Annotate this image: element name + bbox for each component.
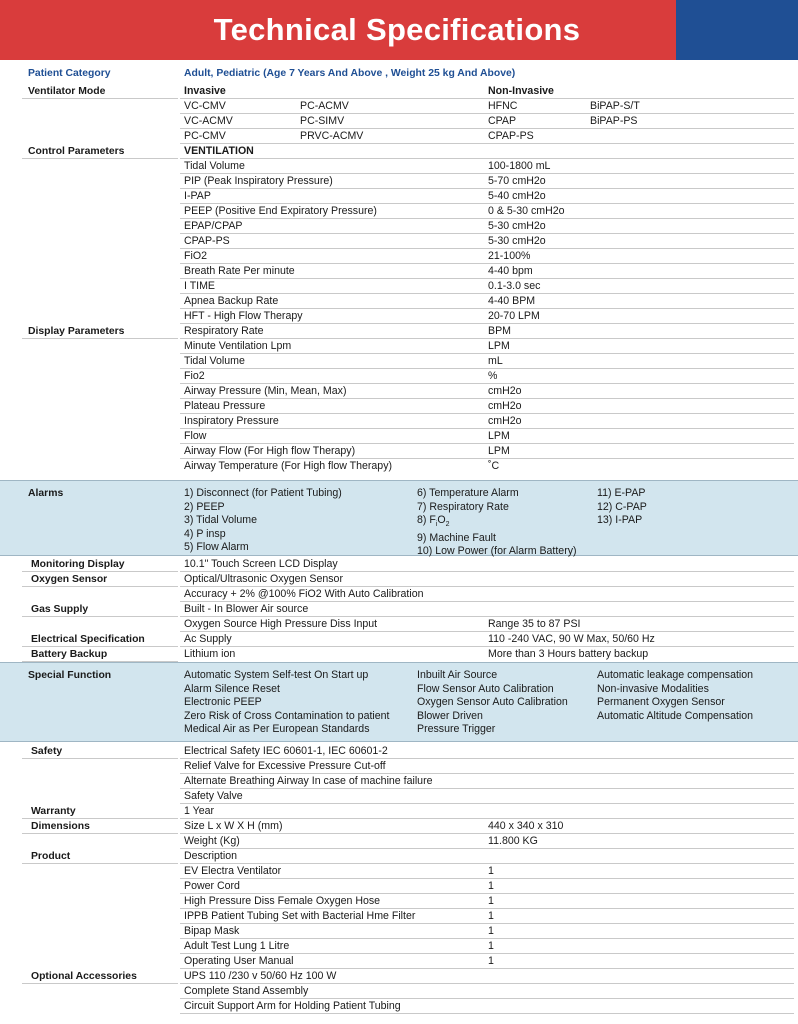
product-row: [0, 849, 798, 864]
param-value: 20-70 LPM: [488, 310, 540, 322]
param-name: Plateau Pressure: [184, 400, 266, 412]
table-row: [0, 414, 798, 429]
spec-table: [0, 66, 798, 1014]
param-name: Airway Pressure (Min, Mean, Max): [184, 385, 347, 397]
dimension-value: 11.800 KG: [488, 835, 538, 847]
mode-cell: CPAP-PS: [488, 130, 534, 142]
table-row: [0, 774, 798, 789]
warranty-row: [0, 804, 798, 819]
alarm-item: 1) Disconnect (for Patient Tubing): [184, 487, 342, 499]
param-name: Fio2: [184, 370, 205, 382]
gas-supply-value: Built - In Blower Air source: [184, 603, 309, 615]
special-function-column-2: [417, 669, 568, 737]
alarms-panel: [0, 480, 798, 556]
alarm-item: 11) E-PAP: [597, 487, 646, 499]
table-row: [0, 249, 798, 264]
param-value: BPM: [488, 325, 511, 337]
param-value: 4-40 BPM: [488, 295, 536, 307]
param-name: Tidal Volume: [184, 355, 245, 367]
ventilator-mode-row: [0, 84, 798, 99]
table-row: [0, 234, 798, 249]
mode-cell: BiPAP-S/T: [590, 100, 640, 112]
alarms-column-1: [184, 487, 342, 555]
param-name: CPAP-PS: [184, 235, 230, 247]
table-row: [0, 369, 798, 384]
table-row: [0, 429, 798, 444]
feature-item: Medical Air as Per European Standards: [184, 723, 370, 736]
warranty-value: 1 Year: [184, 805, 215, 817]
special-function-label: Special Function: [28, 670, 112, 681]
accessory-item: UPS 110 /230 v 50/60 Hz 100 W: [184, 970, 337, 982]
table-row: [0, 999, 798, 1014]
safety-item: Safety Valve: [184, 790, 243, 802]
oxygen-sensor-value: Optical/Ultrasonic Oxygen Sensor: [184, 573, 343, 585]
page-title: Technical Specifications: [213, 12, 581, 47]
table-row: [0, 294, 798, 309]
table-row: [0, 759, 798, 774]
mode-cell: PC-ACMV: [300, 100, 349, 112]
monitoring-display-value: 10.1" Touch Screen LCD Display: [184, 558, 338, 570]
table-row: [0, 924, 798, 939]
feature-item: Flow Sensor Auto Calibration: [417, 682, 554, 695]
patient-category-value: Adult, Pediatric (Age 7 Years And Above , Weight 25 kg And Above): [184, 68, 516, 79]
product-item: Description: [184, 850, 237, 862]
feature-item: Automatic System Self-test On Start up: [184, 669, 369, 681]
feature-item: Automatic Altitude Compensation: [597, 709, 754, 722]
header-blue-block: [676, 0, 798, 60]
param-name: FiO2: [184, 250, 207, 262]
ventilator-mode-label: Ventilator Mode: [28, 86, 106, 97]
product-item: EV Electra Ventilator: [184, 865, 282, 877]
param-value: 5-70 cmH2o: [488, 175, 546, 187]
product-item: Power Cord: [184, 880, 240, 892]
mode-cell: HFNC: [488, 100, 518, 112]
control-parameters-label: Control Parameters: [28, 146, 125, 157]
product-qty: 1: [488, 955, 494, 967]
param-name: I-PAP: [184, 190, 211, 202]
dimensions-row: [0, 819, 798, 834]
feature-item: Oxygen Sensor Auto Calibration: [417, 696, 568, 709]
param-name: Tidal Volume: [184, 160, 245, 172]
alarm-item: 10) Low Power (for Alarm Battery): [417, 545, 577, 558]
battery-backup-row: [0, 647, 798, 662]
alarm-item: 4) P insp: [184, 527, 226, 540]
param-value: LPM: [488, 430, 510, 442]
table-row: [0, 459, 798, 474]
alarm-subscript: i: [435, 521, 438, 529]
feature-item: Non-invasive Modalities: [597, 682, 709, 695]
mode-cell: PRVC-ACMV: [300, 130, 364, 142]
control-parameters-row: [0, 144, 798, 159]
safety-item: Relief Valve for Excessive Pressure Cut-off: [184, 760, 386, 772]
invasive-heading: Invasive: [184, 85, 226, 97]
battery-backup-value: Lithium ion: [184, 648, 236, 660]
feature-item: Permanent Oxygen Sensor: [597, 696, 725, 709]
optional-accessories-label: Optional Accessories: [31, 971, 137, 982]
param-value: 100-1800 mL: [488, 160, 551, 172]
alarms-column-3: [597, 487, 647, 528]
table-row: [0, 789, 798, 804]
product-qty: 1: [488, 865, 494, 877]
param-name: Respiratory Rate: [184, 325, 264, 337]
param-value: cmH2o: [488, 400, 522, 412]
product-item: Operating User Manual: [184, 955, 294, 967]
non-invasive-heading: Non-Invasive: [488, 85, 554, 97]
table-row: [0, 354, 798, 369]
table-row: [0, 189, 798, 204]
param-name: HFT - High Flow Therapy: [184, 310, 303, 322]
gas-supply-detail: Range 35 to 87 PSI: [488, 618, 581, 630]
monitoring-display-label: Monitoring Display: [31, 559, 125, 570]
alarm-item: 2) PEEP: [184, 500, 225, 513]
electrical-specification-value: Ac Supply: [184, 633, 232, 645]
param-name: Airway Flow (For High flow Therapy): [184, 445, 356, 457]
param-value: 21-100%: [488, 250, 531, 262]
gas-supply-value: Oxygen Source High Pressure Diss Input: [184, 618, 378, 630]
table-row: [0, 909, 798, 924]
alarm-item-text: O: [437, 514, 446, 527]
mode-cell: VC-CMV: [184, 100, 226, 112]
param-value: cmH2o: [488, 415, 522, 427]
electrical-specification-detail: 110 -240 VAC, 90 W Max, 50/60 Hz: [488, 633, 655, 645]
table-row: [0, 879, 798, 894]
product-qty: 1: [488, 925, 494, 937]
table-row: [0, 129, 798, 144]
param-name: PIP (Peak Inspiratory Pressure): [184, 175, 333, 187]
special-function-column-1: [184, 669, 390, 737]
table-row: [0, 834, 798, 849]
param-name: EPAP/CPAP: [184, 220, 243, 232]
safety-item: Alternate Breathing Airway In case of machine failure: [184, 775, 433, 787]
display-parameters-label: Display Parameters: [28, 326, 125, 337]
table-row: [0, 114, 798, 129]
alarm-item: 9) Machine Fault: [417, 531, 496, 544]
param-name: Flow: [184, 430, 207, 442]
header-banner: [0, 0, 798, 60]
table-row: [0, 984, 798, 999]
param-value: cmH2o: [488, 385, 522, 397]
product-label: Product: [31, 851, 71, 862]
table-row: [0, 339, 798, 354]
table-row: [0, 444, 798, 459]
feature-item: Automatic leakage compensation: [597, 669, 754, 681]
param-name: PEEP (Positive End Expiratory Pressure): [184, 205, 377, 217]
param-name: I TIME: [184, 280, 216, 292]
oxygen-sensor-label: Oxygen Sensor: [31, 574, 108, 585]
dimension-name: Weight (Kg): [184, 835, 240, 847]
param-name: Inspiratory Pressure: [184, 415, 279, 427]
feature-item: Electronic PEEP: [184, 696, 262, 709]
dimension-name: Size L x W X H (mm): [184, 820, 283, 832]
param-name: Airway Temperature (For High flow Therapy): [184, 460, 393, 472]
table-row: [0, 939, 798, 954]
oxygen-sensor-row: [0, 572, 798, 587]
safety-item: Electrical Safety IEC 60601-1, IEC 60601-2: [184, 745, 388, 757]
product-item: High Pressure Diss Female Oxygen Hose: [184, 895, 381, 907]
alarm-item: [417, 514, 577, 532]
product-qty: 1: [488, 895, 494, 907]
product-item: Bipap Mask: [184, 925, 240, 937]
product-item: IPPB Patient Tubing Set with Bacterial Hme Filter: [184, 910, 416, 922]
monitoring-display-row: [0, 557, 798, 572]
table-row: [0, 617, 798, 632]
mode-cell: PC-CMV: [184, 130, 226, 142]
table-row: [0, 894, 798, 909]
electrical-specification-label: Electrical Specification: [31, 634, 145, 645]
accessory-item: Circuit Support Arm for Holding Patient Tubing: [184, 1000, 401, 1012]
special-function-column-3: [597, 669, 753, 723]
table-row: [0, 219, 798, 234]
alarms-column-2: [417, 487, 577, 559]
param-name: Apnea Backup Rate: [184, 295, 279, 307]
product-qty: 1: [488, 910, 494, 922]
table-row: [0, 864, 798, 879]
feature-item: Blower Driven: [417, 709, 483, 722]
alarm-subscript: 2: [445, 521, 450, 529]
display-parameters-row: [0, 324, 798, 339]
feature-item: Inbuilt Air Source: [417, 669, 498, 681]
alarm-item: 7) Respiratory Rate: [417, 500, 509, 513]
alarms-label: Alarms: [28, 488, 64, 499]
warranty-label: Warranty: [31, 806, 76, 817]
table-row: [0, 399, 798, 414]
electrical-specification-row: [0, 632, 798, 647]
param-value: 0 & 5-30 cmH2o: [488, 205, 565, 217]
alarm-item: 13) I-PAP: [597, 514, 643, 527]
param-value: 4-40 bpm: [488, 265, 533, 277]
table-row: [0, 174, 798, 189]
table-row: [0, 204, 798, 219]
battery-backup-detail: More than 3 Hours battery backup: [488, 648, 649, 660]
table-row: [0, 159, 798, 174]
alarm-item-text: 8) F: [417, 514, 436, 527]
table-row: [0, 309, 798, 324]
oxygen-sensor-value: Accuracy + 2% @100% FiO2 With Auto Calibration: [184, 588, 424, 600]
param-value: 0.1-3.0 sec: [488, 280, 541, 292]
alarm-item: 3) Tidal Volume: [184, 514, 258, 527]
param-value: LPM: [488, 445, 510, 457]
param-value: 5-30 cmH2o: [488, 220, 546, 232]
mode-cell: VC-ACMV: [184, 115, 233, 127]
mode-cell: PC-SIMV: [300, 115, 345, 127]
gas-supply-row: [0, 602, 798, 617]
optional-accessories-row: [0, 969, 798, 984]
feature-item: Pressure Trigger: [417, 723, 496, 736]
patient-category-label: Patient Category: [28, 68, 111, 79]
table-row: [0, 99, 798, 114]
dimension-value: 440 x 340 x 310: [488, 820, 564, 832]
ventilation-heading: VENTILATION: [184, 145, 254, 157]
param-value: ˚C: [488, 460, 500, 472]
param-value: mL: [488, 355, 503, 367]
mode-cell: CPAP: [488, 115, 517, 127]
alarm-item: 6) Temperature Alarm: [417, 487, 519, 499]
alarm-item: 5) Flow Alarm: [184, 541, 249, 554]
battery-backup-label: Battery Backup: [31, 649, 108, 660]
accessory-item: Complete Stand Assembly: [184, 985, 309, 997]
param-value: 5-40 cmH2o: [488, 190, 546, 202]
mode-cell: BiPAP-PS: [590, 115, 638, 127]
patient-category-row: [0, 66, 798, 81]
gas-supply-label: Gas Supply: [31, 604, 89, 615]
header-red-bar: [0, 0, 676, 60]
param-value: LPM: [488, 340, 510, 352]
param-name: Minute Ventilation Lpm: [184, 340, 292, 352]
safety-label: Safety: [31, 746, 63, 757]
table-row: [0, 264, 798, 279]
feature-item: Alarm Silence Reset: [184, 682, 280, 695]
special-function-panel: [0, 662, 798, 742]
table-row: [0, 279, 798, 294]
param-value: 5-30 cmH2o: [488, 235, 546, 247]
param-value: %: [488, 370, 498, 382]
param-name: Breath Rate Per minute: [184, 265, 295, 277]
product-qty: 1: [488, 940, 494, 952]
feature-item: Zero Risk of Cross Contamination to patient: [184, 709, 390, 722]
safety-row: [0, 744, 798, 759]
product-item: Adult Test Lung 1 Litre: [184, 940, 290, 952]
dimensions-label: Dimensions: [31, 821, 90, 832]
table-row: [0, 384, 798, 399]
table-row: [0, 954, 798, 969]
alarm-item: 12) C-PAP: [597, 500, 647, 513]
product-qty: 1: [488, 880, 494, 892]
table-row: [0, 587, 798, 602]
